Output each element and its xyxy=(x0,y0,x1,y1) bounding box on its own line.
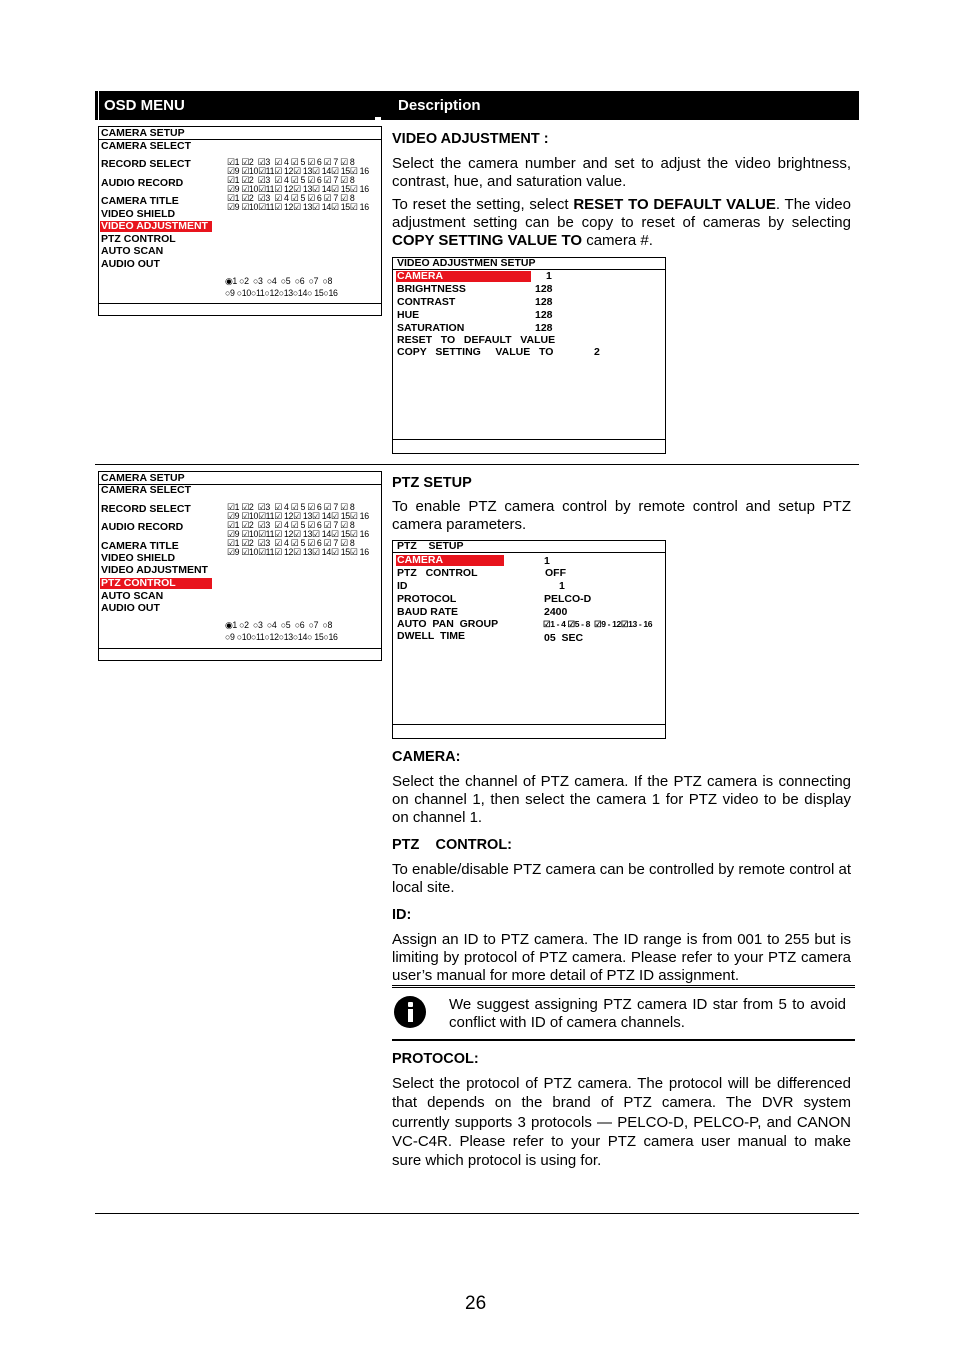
osd-item-ptz-control: PTZ CONTROL xyxy=(101,233,176,245)
section-divider-bottom xyxy=(95,1213,859,1214)
osd-item-record-select: RECORD SELECT xyxy=(101,503,191,515)
ptz-setup-box xyxy=(392,540,666,739)
record-select-checkboxes: ☑1 ☑2 ☑3 ☑ 4 ☑ 5 ☑ 6 ☑ 7 ☑ 8 ☑9 ☑10☑11☑ 12☑ 13☑ 14☑ 15☑ 16 xyxy=(227,519,369,539)
box-row-baud-rate: BAUD RATE xyxy=(397,606,459,618)
camera-paragraph: Select the channel of PTZ camera. If the PTZ camera is connecting on channel 1, then select the camera 1 for PTZ video to be display on channel 1. xyxy=(392,773,851,827)
ptz-setup-intro: To enable PTZ camera control by remote control and setup PTZ camera parameters. xyxy=(392,498,851,534)
ptz-setup-heading: PTZ SETUP xyxy=(392,475,472,491)
ptz-control-paragraph: To enable/disable PTZ camera can be controlled by remote control at local site. xyxy=(392,861,851,897)
osd-item-video-shield: VIDEO SHIELD xyxy=(101,208,176,220)
osd-panel-ptz-control xyxy=(98,471,382,661)
box-contrast-value: 128 xyxy=(535,296,553,308)
header-divider xyxy=(98,91,99,120)
video-adjustment-heading: VIDEO ADJUSTMENT : xyxy=(392,131,549,147)
header-notch xyxy=(375,117,381,120)
osd-item-ptz-control-selected: PTZ CONTROL xyxy=(100,578,212,589)
page-number: 26 xyxy=(465,1293,487,1314)
id-heading: ID: xyxy=(392,907,412,923)
osd-title: CAMERA SETUP xyxy=(101,472,185,484)
box-dwell-time-value: 05 SEC xyxy=(544,632,584,644)
box-hue-value: 128 xyxy=(535,309,553,321)
box-row-contrast: CONTRAST xyxy=(397,296,456,308)
protocol-paragraph: Select the protocol of PTZ camera. The protocol will be differenced that depends on the brand of PTZ camera. The DVR system currently supports 3 protocols — PELCO-D, PELCO-P, and CANON VC-C4R. Please refer to your PTZ camera user manual to make sure which protocol is using for. xyxy=(392,1075,851,1170)
box-camera-value: 1 xyxy=(544,555,550,567)
box-camera-value: 1 xyxy=(546,270,552,282)
box-row-dwell-time: DWELL TIME xyxy=(397,630,466,642)
info-icon xyxy=(394,996,426,1028)
note-text: We suggest assigning PTZ camera ID star from 5 to avoid conflict with ID of camera channels. xyxy=(449,996,846,1032)
osd-item-video-adjustment: VIDEO ADJUSTMENT xyxy=(101,564,208,576)
box-auto-pan-group-checkboxes: ☑1 - 4 ☑5 - 8 ☑9 - 12☑13 - 16 xyxy=(543,619,653,629)
box-footer-divider xyxy=(393,439,665,440)
section-divider-1 xyxy=(95,464,859,465)
osd-footer-divider xyxy=(99,648,381,649)
osd-item-audio-out: AUDIO OUT xyxy=(101,258,160,270)
audio-record-checkboxes: ☑1 ☑2 ☑3 ☑ 4 ☑ 5 ☑ 6 ☑ 7 ☑ 8 ☑9 ☑10☑11☑ 12☑ 13☑ 14☑ 15☑ 16 xyxy=(227,537,369,557)
osd-item-record-select: RECORD SELECT xyxy=(101,158,191,170)
box-row-saturation: SATURATION xyxy=(397,322,465,334)
box-title: VIDEO ADJUSTMEN SETUP xyxy=(397,257,536,269)
audio-record-checkboxes: ☑1 ☑2 ☑3 ☑ 4 ☑ 5 ☑ 6 ☑ 7 ☑ 8 ☑9 ☑10☑11☑ 12☑ 13☑ 14☑ 15☑ 16 xyxy=(227,192,369,212)
osd-item-camera-title: CAMERA TITLE xyxy=(101,540,179,552)
box-brightness-value: 128 xyxy=(535,283,553,295)
osd-panel-video-adjustment xyxy=(98,126,382,316)
description-header: Description xyxy=(398,97,481,114)
box-row-copy-setting: COPY SETTING VALUE TO xyxy=(397,346,554,358)
box-ptz-control-value: OFF xyxy=(545,567,566,579)
box-row-auto-pan-group: AUTO PAN GROUP xyxy=(397,618,499,630)
osd-item-camera-title: CAMERA TITLE xyxy=(101,195,179,207)
camera-heading: CAMERA: xyxy=(392,749,461,765)
record-select-checkboxes: ☑1 ☑2 ☑3 ☑ 4 ☑ 5 ☑ 6 ☑ 7 ☑ 8 ☑9 ☑10☑11☑ 12☑ 13☑ 14☑ 15☑ 16 xyxy=(227,174,369,194)
note-bottom-rule xyxy=(392,1039,855,1041)
box-row-reset-default: RESET TO DEFAULT VALUE xyxy=(397,334,556,346)
osd-item-audio-record: AUDIO RECORD xyxy=(101,521,184,533)
audio-out-radios: ◉1 ○2 ○3 ○4 ○5 ○6 ○7 ○8 ○9 ○10○11○12○13○14○ 15○16 xyxy=(225,619,338,642)
box-title: PTZ SETUP xyxy=(397,540,464,552)
osd-item-camera-select: CAMERA SELECT xyxy=(101,140,192,152)
video-adjustment-setup-box xyxy=(392,257,666,454)
box-row-camera-selected: CAMERA xyxy=(396,555,504,566)
osd-item-video-adjustment-selected: VIDEO ADJUSTMENT xyxy=(100,221,212,232)
box-row-brightness: BRIGHTNESS xyxy=(397,283,466,295)
osd-item-camera-select: CAMERA SELECT xyxy=(101,484,192,496)
id-paragraph: Assign an ID to PTZ camera. The ID range is from 001 to 255 but is limiting by protocol of PTZ camera. Please refer to your PTZ camera user’s manual for more detail of PTZ ID assignment. xyxy=(392,931,851,985)
osd-menu-header: OSD MENU xyxy=(104,97,185,114)
ptz-control-heading: PTZ CONTROL: xyxy=(392,837,513,853)
box-baud-rate-value: 2400 xyxy=(544,606,568,618)
box-saturation-value: 128 xyxy=(535,322,553,334)
box-row-id: ID xyxy=(397,580,408,592)
box-copy-value: 2 xyxy=(594,346,600,358)
video-adjustment-reset-text: To reset the setting, select RESET TO DEFAULT VALUE. The video adjustment setting can be copy to reset of cameras by selecting COPY SETTING VALUE TO camera #. xyxy=(392,196,851,250)
osd-item-auto-scan: AUTO SCAN xyxy=(101,590,164,602)
box-protocol-value: PELCO-D xyxy=(544,593,592,605)
protocol-heading: PROTOCOL: xyxy=(392,1051,479,1067)
box-id-value: 1 xyxy=(559,580,565,592)
box-footer-divider xyxy=(393,724,665,725)
table-header xyxy=(95,91,859,120)
box-row-hue: HUE xyxy=(397,309,420,321)
osd-footer-divider xyxy=(99,303,381,304)
camera-select-checkboxes: ☑1 ☑2 ☑3 ☑ 4 ☑ 5 ☑ 6 ☑ 7 ☑ 8 ☑9 ☑10☑11☑ 12☑ 13☑ 14☑ 15☑ 16 xyxy=(227,501,369,521)
osd-item-audio-out: AUDIO OUT xyxy=(101,602,160,614)
note-top-rule xyxy=(392,985,855,986)
osd-item-auto-scan: AUTO SCAN xyxy=(101,245,164,257)
box-row-protocol: PROTOCOL xyxy=(397,593,457,605)
osd-title: CAMERA SETUP xyxy=(101,127,185,139)
osd-item-audio-record: AUDIO RECORD xyxy=(101,177,184,189)
audio-out-radios: ◉1 ○2 ○3 ○4 ○5 ○6 ○7 ○8 ○9 ○10○11○12○13○14○ 15○16 xyxy=(225,275,338,298)
note-top-rule-2 xyxy=(392,987,855,988)
video-adjustment-intro: Select the camera number and set to adjust the video brightness, contrast, hue, and saturation value. xyxy=(392,155,851,191)
box-row-camera-selected: CAMERA xyxy=(396,271,531,282)
osd-item-video-shield: VIDEO SHIELD xyxy=(101,552,176,564)
box-row-ptz-control: PTZ CONTROL xyxy=(397,567,478,579)
box-title-divider xyxy=(393,552,665,553)
camera-select-checkboxes: ☑1 ☑2 ☑3 ☑ 4 ☑ 5 ☑ 6 ☑ 7 ☑ 8 ☑9 ☑10☑11☑ 12☑ 13☑ 14☑ 15☑ 16 xyxy=(227,156,369,176)
